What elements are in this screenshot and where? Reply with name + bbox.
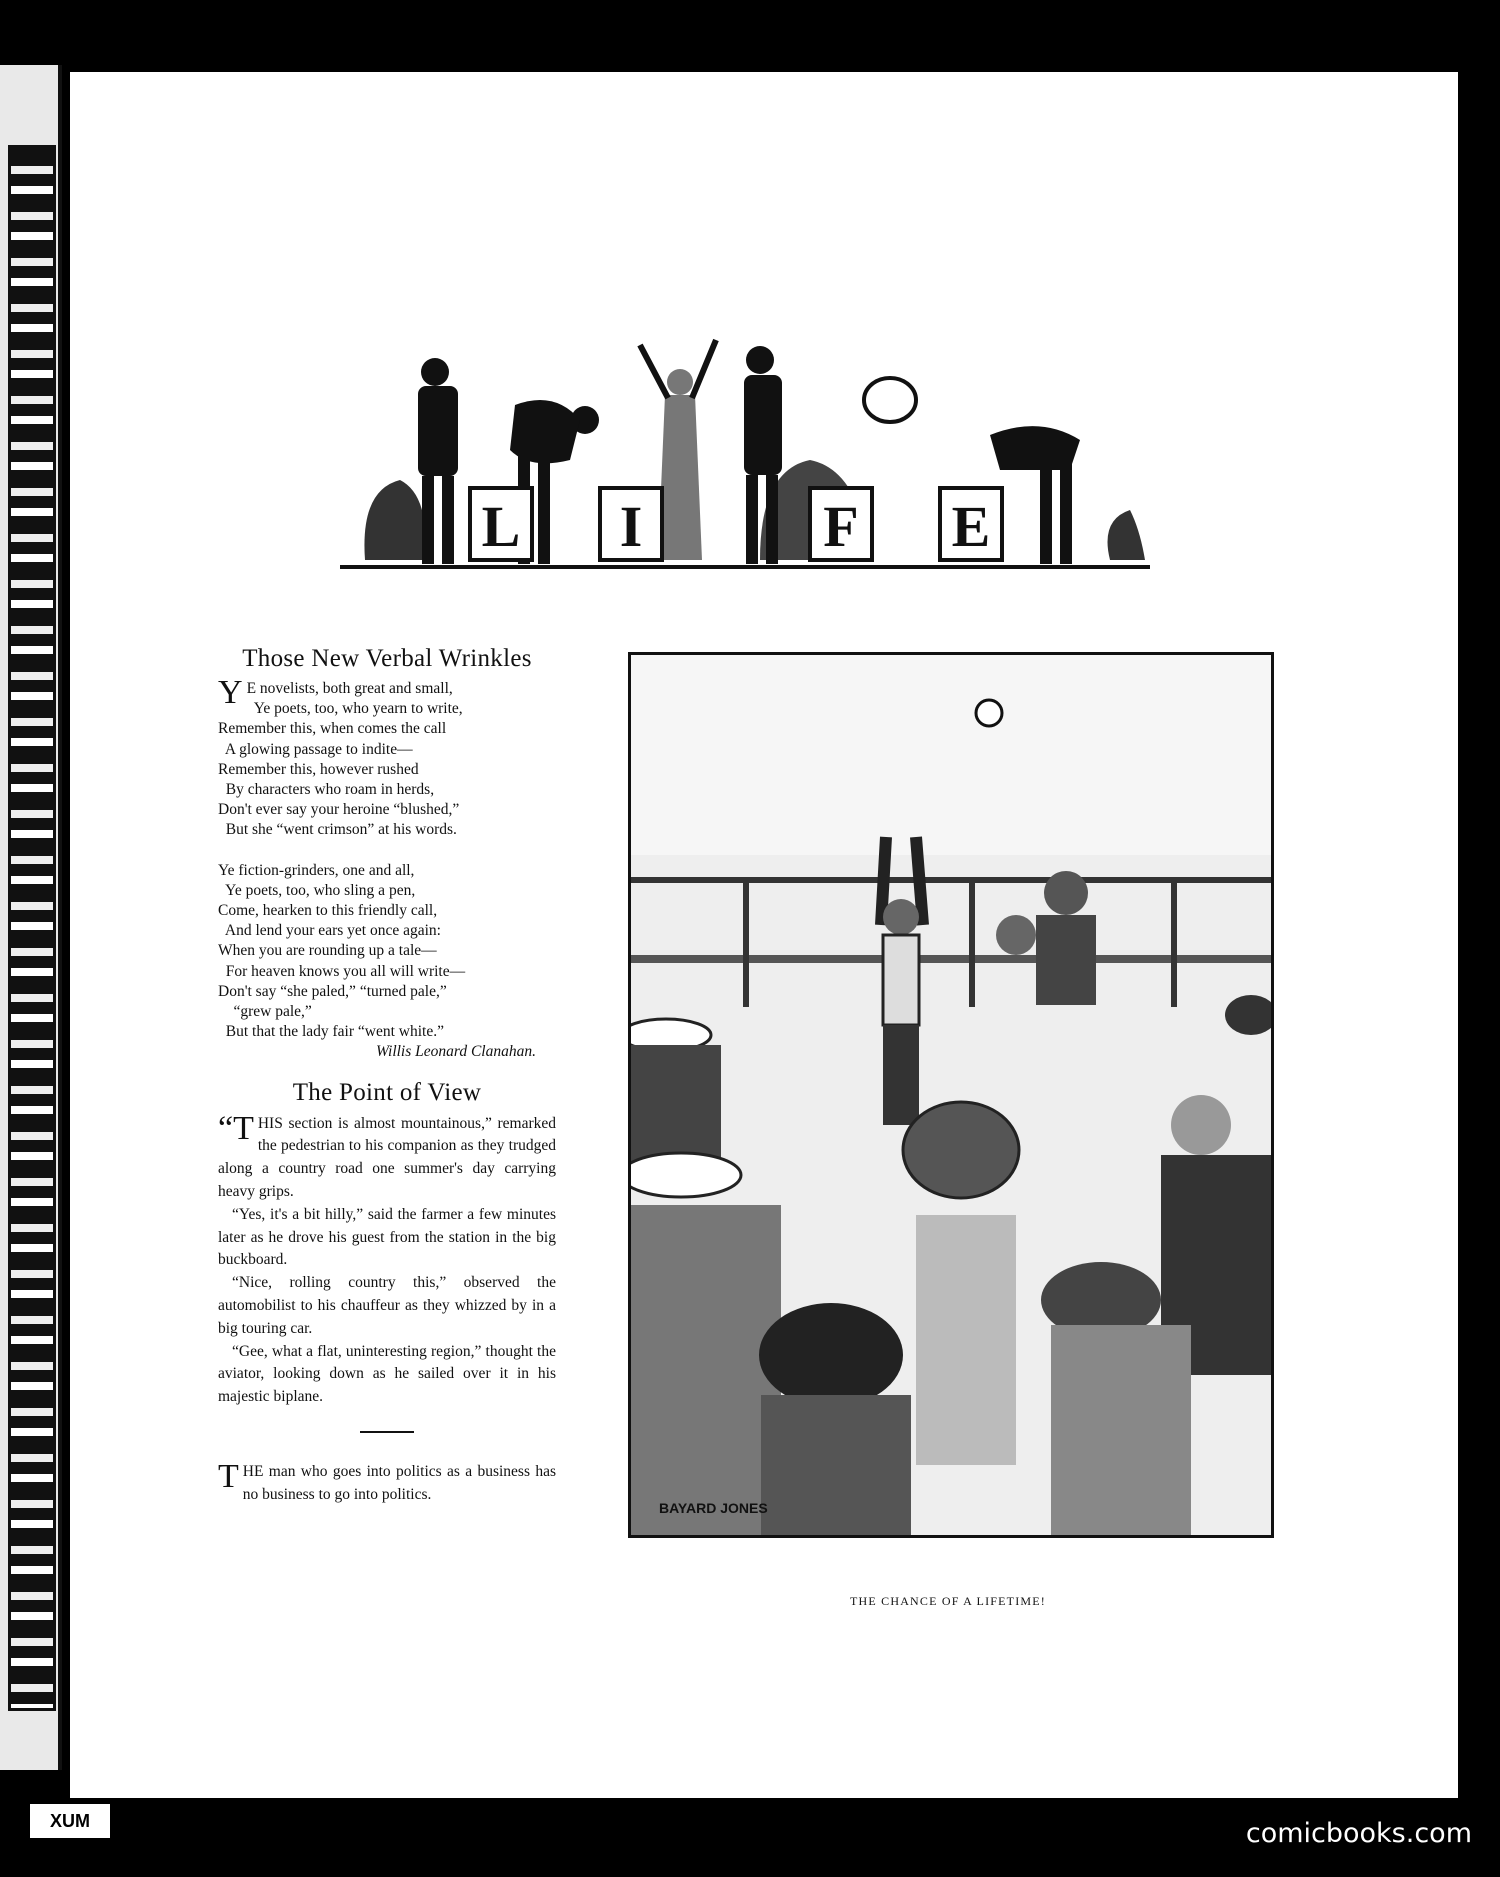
poem-line: Come, hearken to this friendly call, [218,902,438,920]
story-paragraph: “THIS section is almost mountainous,” remarked the pedestrian to his companion as they trudged along a country road one summer's day carrying heavy grips. [218,1109,556,1201]
poem-line: When you are rounding up a tale— [218,942,437,960]
poem-line: But she “went crimson” at his words. [218,821,457,839]
poem-line: E novelists, both great and small, [246,680,453,697]
story-body [218,1109,556,1409]
poem-line: By characters who roam in herds, [218,781,435,799]
life-masthead-illustration [340,320,1150,585]
masthead-letter-l: L [481,494,521,559]
poem-line: And lend your ears yet once again: [218,922,441,940]
poem-line: Remember this, however rushed [218,760,419,778]
left-page-ornamental-border [0,65,62,1770]
story-drop-cap: “T [218,1109,254,1147]
poem-line: Ye fiction-grinders, one and all, [218,861,415,879]
poem-drop-cap: Y [218,674,243,711]
artist-signature: BAYARD JONES [659,1500,768,1516]
text-column [218,645,556,1507]
poem-line: Don't say “she paled,” “turned pale,” [218,982,447,1000]
site-watermark: comicbooks.com [1245,1818,1472,1849]
story-title: The Point of View [292,1078,482,1106]
poem-line: For heaven knows you all will write— [218,962,466,980]
poem-line: “grew pale,” [218,1003,312,1021]
poem-author: Willis Leonard Clanahan. [375,1043,536,1061]
poem-line: Remember this, when comes the call [218,720,447,738]
poem-line: Ye poets, too, who yearn to write, [246,700,463,718]
poem-stanza-1 [218,674,556,841]
epigram [218,1458,556,1507]
poem-stanza-2 [218,861,556,1063]
masthead-letter-i: I [619,494,643,559]
epigram-drop-cap: T [218,1458,239,1496]
poem-line: Don't ever say your heroine “blushed,” [218,801,460,819]
ornamental-band [8,145,56,1711]
poem-title: Those New Verbal Wrinkles [242,645,532,672]
section-divider [360,1431,414,1433]
story-paragraph: “Gee, what a flat, uninteresting region,” thought the aviator, looking down as he sailed over it in his majestic biplane. [218,1342,556,1406]
poem-body [218,674,556,1063]
poem-line: Ye poets, too, who sling a pen, [218,881,416,899]
epigram-text: THE man who goes into politics as a business has no business to go into politics. [218,1458,556,1503]
story-paragraph: “Nice, rolling country this,” observed the automobilist to his chauffeur as they whizzed by in a big touring car. [218,1274,556,1337]
story-paragraph: “Yes, it's a bit hilly,” said the farmer a few minutes later as he drove his guest from the station in the big buckboard. [218,1205,556,1269]
masthead-letter-f: F [823,494,859,559]
poem-line: A glowing passage to indite— [218,740,413,758]
illustration-caption: THE CHANCE OF A LIFETIME! [850,1594,1046,1608]
archive-label: XUM [30,1804,110,1838]
crowd-illustration [628,652,1274,1538]
masthead-letter-e: E [951,494,991,559]
poem-line: But that the lady fair “went white.” [218,1023,444,1041]
